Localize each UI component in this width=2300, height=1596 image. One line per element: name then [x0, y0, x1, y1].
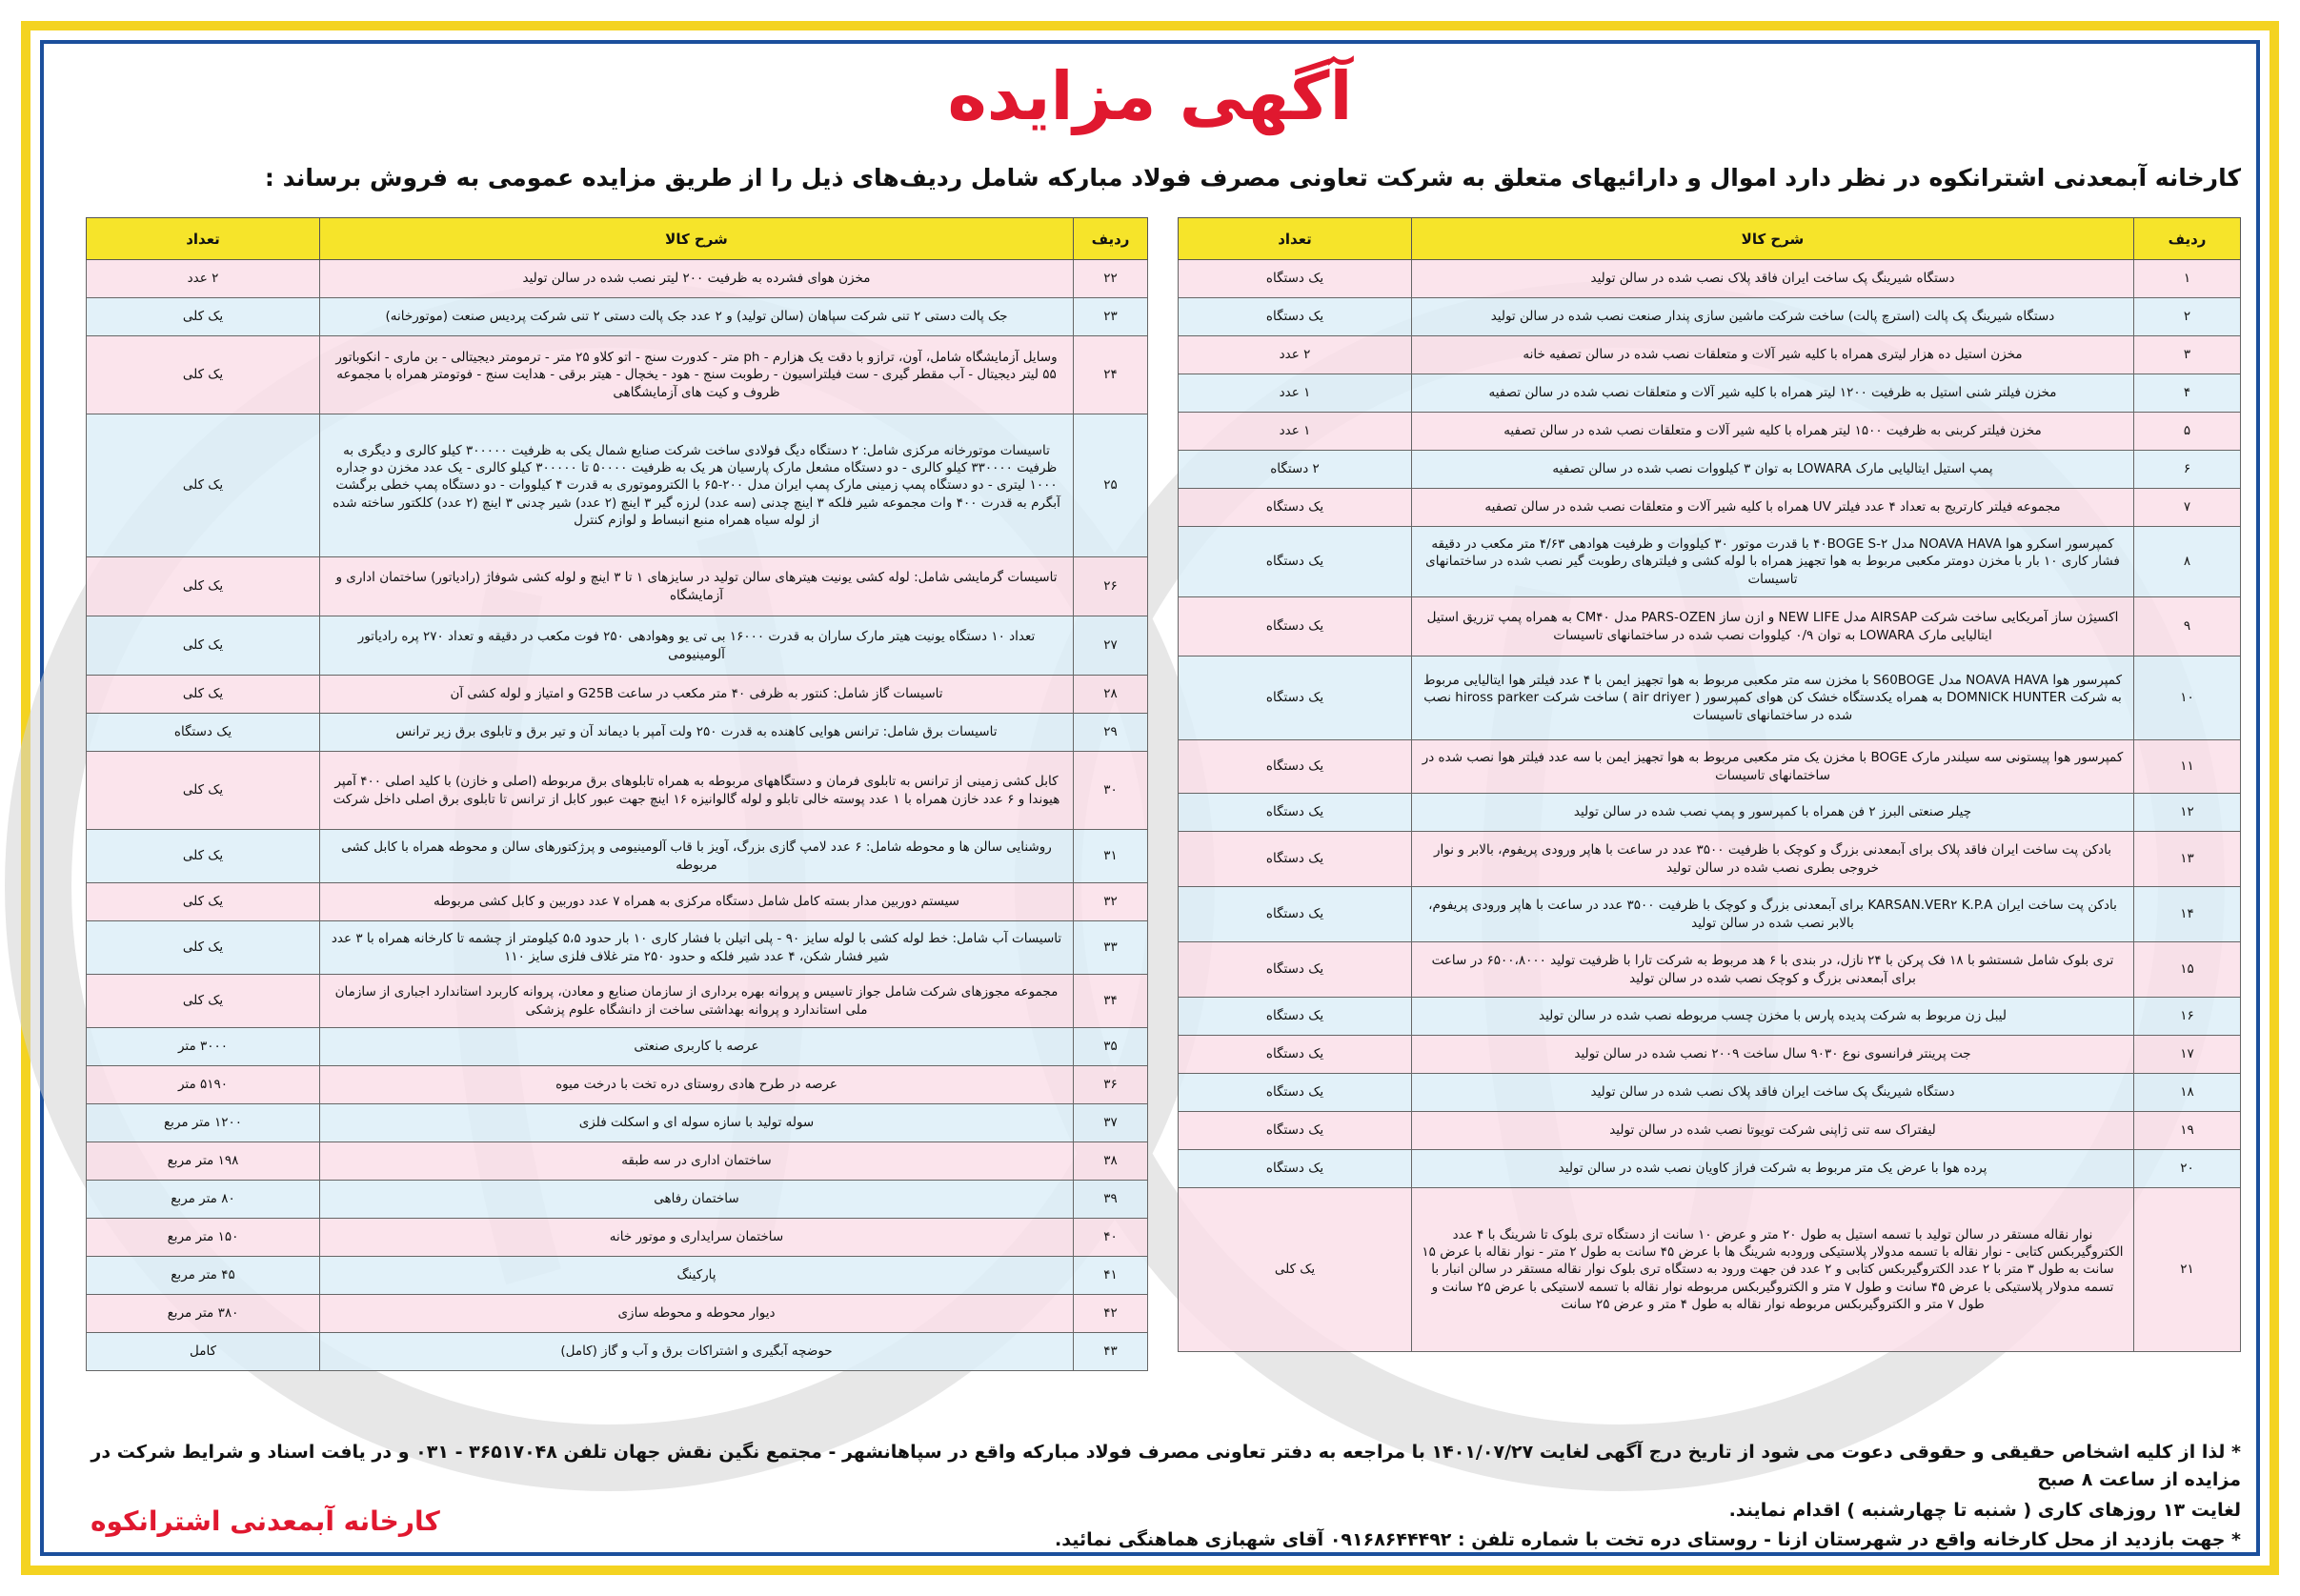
description-cell: لیفتراک سه تنی ژاپنی شرکت تویوتا نصب شده در سالن تولید: [1412, 1112, 2134, 1150]
description-cell: تاسیسات آب شامل: خط لوله کشی با لوله سایز ۹۰ - پلی اتیلن با فشار کاری ۱۰ بار حدود ۵،۵ کیلومتر از چشمه تا کارخانه همراه با ۳ عدد شیر فشار شکن، ۴ عدد شیر فلکه و حدود ۲۵۰ متر غلاف فلزی سایز ۱۱۰: [320, 921, 1074, 975]
table-row: [1179, 527, 2241, 597]
row-number-cell: ۵: [2134, 413, 2241, 451]
description-cell: مخزن هوای فشرده به ظرفیت ۲۰۰ لیتر نصب شده در سالن تولید: [320, 260, 1074, 298]
table-row: [87, 1142, 1148, 1181]
quantity-cell: یک دستگاه: [1179, 740, 1412, 794]
table-row: [1179, 657, 2241, 740]
quantity-cell: یک دستگاه: [1179, 998, 1412, 1036]
quantity-cell: یک دستگاه: [1179, 657, 1412, 740]
row-number-cell: ۳۵: [1074, 1028, 1148, 1066]
quantity-cell: یک دستگاه: [1179, 597, 1412, 657]
description-cell: تاسیسات برق شامل: ترانس هوایی کاهنده به قدرت ۲۵۰ ولت آمپر با دیماند آن و تیر برق و تابلوی برق زیر ترانس: [320, 714, 1074, 752]
row-number-cell: ۲۹: [1074, 714, 1148, 752]
row-number-cell: ۲۲: [1074, 260, 1148, 298]
table-row: [1179, 374, 2241, 413]
description-cell: مجموعه فیلتر کارتریج به تعداد ۴ عدد فیلتر UV همراه با کلیه شیر آلات و متعلقات نصب شده در سالن تصفیه: [1412, 489, 2134, 527]
description-cell: تاسیسات گاز شامل: کنتور به ظرفی ۴۰ متر مکعب در ساعت G25B و امتیاز و لوله کشی آن: [320, 676, 1074, 714]
description-cell: پمپ استیل ایتالیایی مارک LOWARA به توان ۳ کیلووات نصب شده در سالن تصفیه: [1412, 451, 2134, 489]
header-quantity: تعداد: [87, 218, 320, 260]
row-number-cell: ۲۸: [1074, 676, 1148, 714]
table-row: [87, 1333, 1148, 1371]
table-row: [1179, 1188, 2241, 1352]
quantity-cell: ۲ عدد: [87, 260, 320, 298]
description-cell: دستگاه شیرینگ پک پالت (استرچ پالت) ساخت شرکت ماشین سازی پندار صنعت نصب شده در سالن تولید: [1412, 298, 2134, 336]
description-cell: کمپرسور هوا NOAVA HAVA مدل S60BOGE با مخزن سه متر مکعبی مربوط به هوا تجهیز ایمن با ۴ عدد فیلتر هوا ایتالیایی مربوط به شرکت DOMNICK HUNTER به همراه یکدستگاه خشک کن هوای کمپرسور ( air driyer ) ساخت شرکت hiross parker نصب شده در ساختمانهای تاسیسات: [1412, 657, 2134, 740]
description-cell: کمپرسور اسکرو هوا NOAVA HAVA مدل ۲-۴۰BOGE S با قدرت موتور ۳۰ کیلووات و ظرفیت هوادهی ۴/۶۳ متر مکعب در دقیقه فشار کاری ۱۰ بار با مخزن دومتر مکعبی مربوط به هوا تجهیز همراه با لوله کشی و فیلترهای رطوبت گیر نصب شده در ساختمانهای تاسیسات: [1412, 527, 2134, 597]
description-cell: بادکن پت ساخت ایران فاقد پلاک برای آبمعدنی بزرگ و کوچک با ظرفیت ۳۵۰۰ عدد در ساعت با هاپر ورودی پریفوم، بالابر و نوار خروجی بطری نصب شده در سالن تولید: [1412, 832, 2134, 887]
company-signature: کارخانه آبمعدنی اشترانکوه: [91, 1505, 440, 1537]
row-number-cell: ۶: [2134, 451, 2241, 489]
row-number-cell: ۳۶: [1074, 1066, 1148, 1104]
row-number-cell: ۲: [2134, 298, 2241, 336]
description-cell: سیستم دوربین مدار بسته کامل شامل دستگاه مرکزی به همراه ۷ عدد دوربین و کابل کشی مربوطه: [320, 883, 1074, 921]
quantity-cell: یک کلی: [87, 616, 320, 676]
description-cell: لیبل زن مربوط به شرکت پدیده پارس با مخزن چسب مربوطه نصب شده در سالن تولید: [1412, 998, 2134, 1036]
table-row: [1179, 794, 2241, 832]
quantity-cell: یک دستگاه: [1179, 298, 1412, 336]
table-row: [87, 1066, 1148, 1104]
row-number-cell: ۳: [2134, 336, 2241, 374]
table-row: [1179, 1074, 2241, 1112]
row-number-cell: ۱۹: [2134, 1112, 2241, 1150]
quantity-cell: یک کلی: [87, 676, 320, 714]
quantity-cell: ۳۸۰ متر مربع: [87, 1295, 320, 1333]
table-row: [87, 1295, 1148, 1333]
row-number-cell: ۲۵: [1074, 414, 1148, 557]
footer-line-1: * لذا از کلیه اشخاص حقیقی و حقوقی دعوت می شود از تاریخ درج آگهی لغایت ۱۴۰۱/۰۷/۲۷ با مراجعه به دفتر تعاونی مصرف فولاد مبارکه واقع در سپاهانشهر - مجتمع نگین نقش جهان تلفن ۳۶۵۱۷۰۴۸ - ۰۳۱ و در یافت اسناد و شرایط شرکت در مزایده از ساعت ۸ صبح: [91, 1442, 2241, 1491]
quantity-cell: ۳۰۰۰ متر: [87, 1028, 320, 1066]
page-title: آگهی مزایده: [947, 57, 1353, 135]
quantity-cell: یک کلی: [87, 921, 320, 975]
row-number-cell: ۳۴: [1074, 975, 1148, 1028]
table-row: [1179, 1150, 2241, 1188]
table-row: [1179, 1112, 2241, 1150]
row-number-cell: ۳۷: [1074, 1104, 1148, 1142]
description-cell: مجموعه مجوزهای شرکت شامل جواز تاسیس و پروانه بهره برداری از سازمان صنایع و معادن، پروانه کاربرد استاندارد اجباری از سازمان ملی استاندارد و پروانه بهداشتی ساخت از دانشگاه علوم پزشکی: [320, 975, 1074, 1028]
row-number-cell: ۴۰: [1074, 1219, 1148, 1257]
quantity-cell: ۱۵۰ متر مربع: [87, 1219, 320, 1257]
description-cell: بادکن پت ساخت ایران KARSAN.VER۲ K.P.A برای آبمعدنی بزرگ و کوچک با ظرفیت ۳۵۰۰ عدد در ساعت با هاپر ورودی پریفوم، بالابر نصب شده در سالن تولید: [1412, 887, 2134, 942]
row-number-cell: ۴۱: [1074, 1257, 1148, 1295]
row-number-cell: ۲۶: [1074, 557, 1148, 616]
row-number-cell: ۳۲: [1074, 883, 1148, 921]
row-number-cell: ۱۶: [2134, 998, 2241, 1036]
description-cell: دیوار محوطه و محوطه سازی: [320, 1295, 1074, 1333]
table-row: [1179, 887, 2241, 942]
description-cell: اکسیژن ساز آمریکایی ساخت شرکت AIRSAP مدل NEW LIFE و ازن ساز PARS-OZEN مدل CM۴۰ به همراه پمپ تزریق استیل ایتالیایی مارک LOWARA به توان ۰/۹ کیلووات نصب شده در ساختمانهای تاسیسات: [1412, 597, 2134, 657]
description-cell: دستگاه شیرینگ پک ساخت ایران فاقد پلاک نصب شده در سالن تولید: [1412, 260, 2134, 298]
table-header-row: [87, 218, 1148, 260]
quantity-cell: یک دستگاه: [1179, 260, 1412, 298]
items-table-right: [1178, 217, 2241, 1352]
row-number-cell: ۱۲: [2134, 794, 2241, 832]
quantity-cell: یک دستگاه: [1179, 942, 1412, 998]
quantity-cell: یک دستگاه: [1179, 1036, 1412, 1074]
row-number-cell: ۱۰: [2134, 657, 2241, 740]
quantity-cell: ۲ عدد: [1179, 336, 1412, 374]
table-row: [87, 975, 1148, 1028]
table-row: [87, 1257, 1148, 1295]
row-number-cell: ۱۳: [2134, 832, 2241, 887]
description-cell: کمپرسور هوا پیستونی سه سیلندر مارک BOGE با مخزن یک متر مکعبی مربوط به هوا تجهیز ایمن با سه عدد فیلتر هوا نصب شده در ساختمانهای تاسیسات: [1412, 740, 2134, 794]
quantity-cell: ۱ عدد: [1179, 413, 1412, 451]
table-row: [1179, 1036, 2241, 1074]
quantity-cell: ۵۱۹۰ متر: [87, 1066, 320, 1104]
table-row: [87, 260, 1148, 298]
table-row: [1179, 832, 2241, 887]
table-header-row: [1179, 218, 2241, 260]
row-number-cell: ۲۷: [1074, 616, 1148, 676]
description-cell: ساختمان اداری در سه طبقه: [320, 1142, 1074, 1181]
description-cell: عرصه با کاربری صنعتی: [320, 1028, 1074, 1066]
row-number-cell: ۳۰: [1074, 752, 1148, 830]
description-cell: جک پالت دستی ۲ تنی شرکت سپاهان (سالن تولید) و ۲ عدد جک پالت دستی ۲ تنی شرکت پردیس صنعت (موتورخانه): [320, 298, 1074, 336]
description-cell: سوله تولید با سازه سوله ای و اسکلت فلزی: [320, 1104, 1074, 1142]
row-number-cell: ۷: [2134, 489, 2241, 527]
table-row: [87, 336, 1148, 414]
quantity-cell: ۲ دستگاه: [1179, 451, 1412, 489]
table-row: [1179, 942, 2241, 998]
header-description: شرح کالا: [1412, 218, 2134, 260]
row-number-cell: ۱۸: [2134, 1074, 2241, 1112]
description-cell: تری بلوک شامل شستشو با ۱۸ فک پرکن با ۲۴ نازل، در بندی با ۶ هد مربوط به شرکت تارا با ظرفیت تولید ۶۵۰۰،۸۰۰۰ در ساعت برای آبمعدنی بزرگ و کوچک نصب شده در سالن تولید: [1412, 942, 2134, 998]
table-row: [87, 676, 1148, 714]
quantity-cell: یک کلی: [87, 830, 320, 883]
footer-notes: [59, 1439, 2241, 1557]
row-number-cell: ۲۳: [1074, 298, 1148, 336]
header-description: شرح کالا: [320, 218, 1074, 260]
description-cell: جت پرینتر فرانسوی نوع ۹۰۳۰ سال ساخت ۲۰۰۹ نصب شده در سالن تولید: [1412, 1036, 2134, 1074]
table-row: [87, 1028, 1148, 1066]
table-row: [87, 752, 1148, 830]
table-row: [87, 298, 1148, 336]
header-row-number: ردیف: [2134, 218, 2241, 260]
description-cell: نوار نقاله مستقر در سالن تولید با تسمه استیل به طول ۲۰ متر و عرض ۱۰ سانت از دستگاه تری بلوک تا شرینگ با ۴ عدد الکتروگیربکس کتابی - نوار نقاله با تسمه مدولار پلاستیکی ورودبه شرینگ ها با عرض ۴۵ سانت به طول ۲ متر - نوار نقاله با عرض ۱۵ سانت به طول ۳ متر با ۲ عدد الکتروگیربکس کتابی و ۲ عدد فن جهت ورود به دستگاه تری بلوک نوار نقاله مستقر در سالن انبار با تسمه مدولار پلاستیکی با عرض ۴۵ سانت و طول ۷ متر و الکتروگیربکس مربوطه نوار نقاله با تسمه لاستیکی با عرض ۲۵ سانت و طول ۷ متر و الکتروگیربکس مربوطه نوار نقاله به طول ۴ متر و عرض ۲۵ سانت: [1412, 1188, 2134, 1352]
description-cell: روشنایی سالن ها و محوطه شامل: ۶ عدد لامپ گازی بزرگ، آویز با قاب آلومینیومی و پرژکتورهای سالن و محوطه همراه با کابل کشی مربوطه: [320, 830, 1074, 883]
header-row-number: ردیف: [1074, 218, 1148, 260]
table-row: [87, 714, 1148, 752]
quantity-cell: یک کلی: [87, 298, 320, 336]
description-cell: کابل کشی زمینی از ترانس به تابلوی فرمان و دستگاههای مربوطه به همراه تابلوهای برق مربوطه (اصلی و خازن) با کلید اصلی ۴۰۰ آمپر هیوندا و ۶ عدد خازن همراه با ۱ عدد پوسته خالی تابلو و لوله گالوانیزه ۱۶ اینچ جهت عبور کابل از ترانس تا تابلوی برق اصلی داخل شرکت: [320, 752, 1074, 830]
description-cell: مخزن استیل ده هزار لیتری همراه با کلیه شیر آلات و متعلقات نصب شده در سالن تصفیه خانه: [1412, 336, 2134, 374]
quantity-cell: یک کلی: [87, 557, 320, 616]
table-row: [87, 921, 1148, 975]
quantity-cell: یک دستگاه: [1179, 527, 1412, 597]
items-table-left: [86, 217, 1148, 1371]
description-cell: تاسیسات گرمایشی شامل: لوله کشی یونیت هیترهای سالن تولید در سایزهای ۱ تا ۳ اینچ و لوله کشی شوفاژ (رادیاتور) ساختمان اداری و آزمایشگاه: [320, 557, 1074, 616]
footer-line-3: * جهت بازدید از محل کارخانه واقع در شهرستان ازنا - روستای دره تخت با شماره تلفن : ۰۹۱۶۸۶۴۴۴۹۲ آقای شهبازی هماهنگی نمائید.: [1055, 1529, 2241, 1551]
quantity-cell: یک دستگاه: [1179, 832, 1412, 887]
table-row: [1179, 451, 2241, 489]
description-cell: پارکینگ: [320, 1257, 1074, 1295]
description-cell: ساختمان سرایداری و موتور خانه: [320, 1219, 1074, 1257]
row-number-cell: ۱۷: [2134, 1036, 2241, 1074]
quantity-cell: یک دستگاه: [1179, 1074, 1412, 1112]
quantity-cell: یک کلی: [87, 336, 320, 414]
description-cell: وسایل آزمایشگاه شامل، آون، ترازو با دقت یک هزارم - ph متر - کدورت سنج - اتو کلاو ۲۵ متر - ترمومتر دیجیتالی - بن ماری - انکوباتور ۵۵ لیتر دیجیتال - آب مقطر گیری - ست فیلتراسیون - رطوبت سنج - هود - یخچال - هیتر برقی - هدایت سنج - فوتومتر همراه با مجموعه ظروف و کیت های آزمایشگاهی: [320, 336, 1074, 414]
description-cell: تاسیسات موتورخانه مرکزی شامل: ۲ دستگاه دیگ فولادی ساخت شرکت صنایع شمال یکی به ظرفیت ۳۰۰۰۰۰ کیلو کالری و دیگری به ظرفیت ۳۳۰۰۰۰ کیلو کالری - دو دستگاه مشعل مارک پارسیان هر یک به ظرفیت ۵۰۰۰۰ تا ۳۰۰۰۰۰ کیلو کالری - یک عدد مخزن دو جداره ۱۰۰۰ لیتری - دو دستگاه پمپ زمینی مارک پمپ ایران مدل ۲۰۰-۶۵ با الکتروموتوری به قدرت ۴ کیلووات - دو دستگاه پمپ خطی برگشت آبگرم به قدرت ۴۰۰ وات مجموعه شیر فلکه ۳ اینچ چدنی (سه عدد) لرزه گیر ۳ اینچ (۲ عدد) شیر چدنی ۳ اینچ (۲ عدد) کلکتور ساخته شده از لوله سیاه همراه منبع انبساط و لوازم کنترل: [320, 414, 1074, 557]
description-cell: عرصه در طرح هادی روستای دره تخت با درخت میوه: [320, 1066, 1074, 1104]
quantity-cell: یک دستگاه: [1179, 887, 1412, 942]
description-cell: مخزن فیلتر شنی استیل به ظرفیت ۱۲۰۰ لیتر همراه با کلیه شیر آلات و متعلقات نصب شده در سالن تصفیه: [1412, 374, 2134, 413]
row-number-cell: ۲۴: [1074, 336, 1148, 414]
table-row: [87, 414, 1148, 557]
table-row: [1179, 998, 2241, 1036]
quantity-cell: یک دستگاه: [1179, 489, 1412, 527]
row-number-cell: ۸: [2134, 527, 2241, 597]
table-row: [1179, 740, 2241, 794]
quantity-cell: ۸۰ متر مربع: [87, 1181, 320, 1219]
footer-line-2: لغایت ۱۳ روزهای کاری ( شنبه تا چهارشنبه ) اقدام نمایند.: [1728, 1499, 2241, 1521]
row-number-cell: ۲۰: [2134, 1150, 2241, 1188]
quantity-cell: یک کلی: [87, 752, 320, 830]
table-row: [87, 1181, 1148, 1219]
row-number-cell: ۳۱: [1074, 830, 1148, 883]
quantity-cell: ۱۹۸ متر مربع: [87, 1142, 320, 1181]
table-row: [87, 1219, 1148, 1257]
description-cell: ساختمان رفاهی: [320, 1181, 1074, 1219]
row-number-cell: ۴: [2134, 374, 2241, 413]
row-number-cell: ۱۱: [2134, 740, 2241, 794]
table-row: [87, 883, 1148, 921]
row-number-cell: ۹: [2134, 597, 2241, 657]
intro-text: کارخانه آبمعدنی اشترانکوه در نظر دارد اموال و دارائیهای متعلق به شرکت تعاونی مصرف فولاد مبارکه شامل ردیف‌های ذیل را از طریق مزایده عمومی به فروش برساند :: [264, 164, 2241, 192]
quantity-cell: یک دستگاه: [87, 714, 320, 752]
table-row: [87, 616, 1148, 676]
description-cell: حوضچه آبگیری و اشتراکات برق و آب و گاز (کامل): [320, 1333, 1074, 1371]
description-cell: تعداد ۱۰ دستگاه یونیت هیتر مارک ساران به قدرت ۱۶۰۰۰ بی تی یو وهوادهی ۲۵۰ فوت مکعب در دقیقه و تعداد ۲۷۰ پره رادیاتور آلومینیومی: [320, 616, 1074, 676]
quantity-cell: ۱ عدد: [1179, 374, 1412, 413]
quantity-cell: یک کلی: [87, 414, 320, 557]
header-quantity: تعداد: [1179, 218, 1412, 260]
row-number-cell: ۳۳: [1074, 921, 1148, 975]
row-number-cell: ۱۴: [2134, 887, 2241, 942]
table-row: [87, 830, 1148, 883]
description-cell: دستگاه شیرینگ پک ساخت ایران فاقد پلاک نصب شده در سالن تولید: [1412, 1074, 2134, 1112]
row-number-cell: ۳۸: [1074, 1142, 1148, 1181]
quantity-cell: یک کلی: [1179, 1188, 1412, 1352]
quantity-cell: ۴۵ متر مربع: [87, 1257, 320, 1295]
quantity-cell: یک کلی: [87, 883, 320, 921]
row-number-cell: ۱۵: [2134, 942, 2241, 998]
table-row: [1179, 298, 2241, 336]
table-row: [1179, 413, 2241, 451]
description-cell: چیلر صنعتی البرز ۲ فن همراه با کمپرسور و پمپ نصب شده در سالن تولید: [1412, 794, 2134, 832]
row-number-cell: ۲۱: [2134, 1188, 2241, 1352]
quantity-cell: یک دستگاه: [1179, 1150, 1412, 1188]
table-row: [1179, 597, 2241, 657]
description-cell: مخزن فیلتر کربنی به ظرفیت ۱۵۰۰ لیتر همراه با کلیه شیر آلات و متعلقات نصب شده در سالن تصفیه: [1412, 413, 2134, 451]
quantity-cell: یک دستگاه: [1179, 794, 1412, 832]
table-row: [87, 1104, 1148, 1142]
table-row: [1179, 336, 2241, 374]
table-row: [87, 557, 1148, 616]
row-number-cell: ۴۳: [1074, 1333, 1148, 1371]
row-number-cell: ۱: [2134, 260, 2241, 298]
table-row: [1179, 260, 2241, 298]
table-row: [1179, 489, 2241, 527]
row-number-cell: ۳۹: [1074, 1181, 1148, 1219]
quantity-cell: ۱۲۰۰ متر مربع: [87, 1104, 320, 1142]
quantity-cell: یک دستگاه: [1179, 1112, 1412, 1150]
quantity-cell: کامل: [87, 1333, 320, 1371]
row-number-cell: ۴۲: [1074, 1295, 1148, 1333]
quantity-cell: یک کلی: [87, 975, 320, 1028]
description-cell: پرده هوا با عرض یک متر مربوط به شرکت فراز کاویان نصب شده در سالن تولید: [1412, 1150, 2134, 1188]
